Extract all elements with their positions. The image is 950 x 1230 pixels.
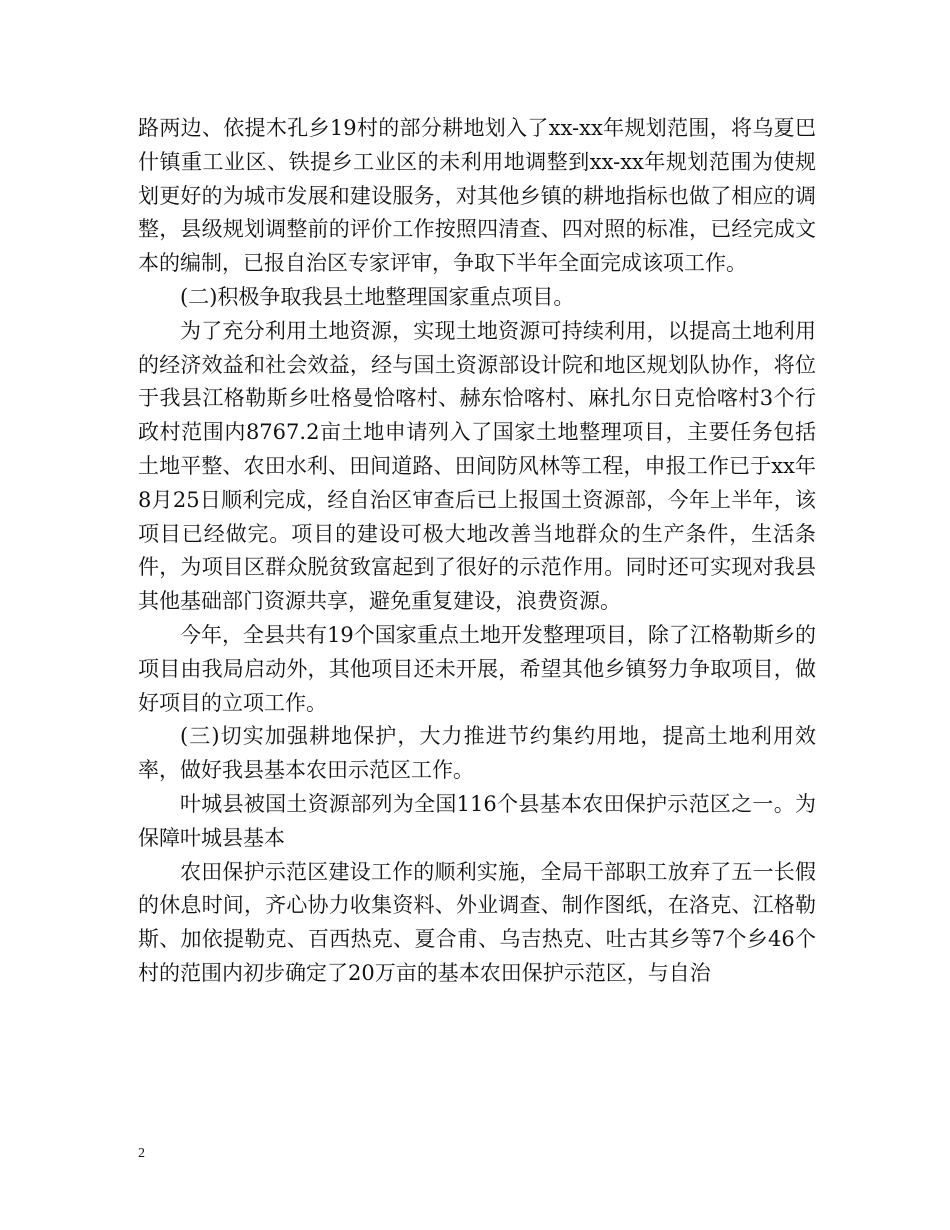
section-heading-2: (二)积极争取我县土地整理国家重点项目。 [180,284,575,309]
document-body [138,112,816,991]
paragraph-6: 叶城县被国土资源部列为全国116个县基本农田保护示范区之一。为保障叶城县基本 [138,791,816,850]
paragraph-4: 今年，全县共有19个国家重点土地开发整理项目，除了江格勒斯乡的项目由我局启动外，其他项目还未开展，希望其他乡镇努力争取项目，做好项目的立项工作。 [138,622,816,715]
section-heading-3: (三)切实加强耕地保护，大力推进节约集约用地，提高土地利用效率，做好我县基本农田示范区工作。 [138,724,816,783]
paragraph-7: 农田保护示范区建设工作的顺利实施，全局干部职工放弃了五一长假的休息时间，齐心协力收集资料、外业调查、制作图纸，在洛克、江格勒斯、加依提勒克、百西热克、夏合甫、乌吉热克、吐古其乡等7个乡46个村的范围内初步确定了20万亩的基本农田保护示范区，与自治 [138,859,816,985]
page-number: 2 [138,1146,145,1161]
paragraph-1: 路两边、依提木孔乡19村的部分耕地划入了xx-xx年规划范围，将乌夏巴什镇重工业区、铁提乡工业区的未利用地调整到xx-xx年规划范围为使规划更好的为城市发展和建设服务，对其他乡镇的耕地指标也做了相应的调整，县级规划调整前的评价工作按照四清查、四对照的标准，已经完成文本的编制，已报自治区专家评审，争取下半年全面完成该项工作。 [138,116,816,276]
paragraph-3: 为了充分利用土地资源，实现土地资源可持续利用，以提高土地利用的经济效益和社会效益，经与国土资源部设计院和地区规划队协作，将位于我县江格勒斯乡吐格曼恰喀村、赫东恰喀村、麻扎尔日克恰喀村3个行政村范围内8767.2亩土地申请列入了国家土地整理项目，主要任务包括土地平整、农田水利、田间道路、田间防风林等工程，申报工作已于xx年8月25日顺利完成，经自治区审查后已上报国土资源部，今年上半年，该项目已经做完。项目的建设可极大地改善当地群众的生产条件，生活条件，为项目区群众脱贫致富起到了很好的示范作用。同时还可实现对我县其他基础部门资源共享，避免重复建设，浪费资源。 [138,318,816,614]
